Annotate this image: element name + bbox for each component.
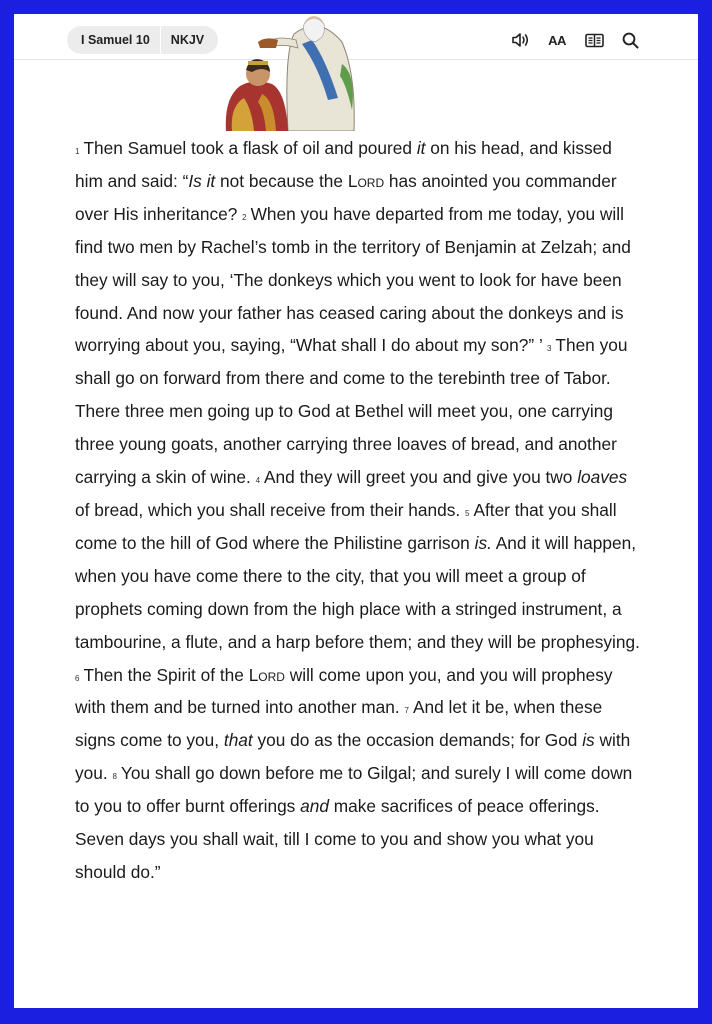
search-icon[interactable] xyxy=(620,31,640,49)
verse-number: 6 xyxy=(75,673,80,683)
book-chapter-button[interactable]: I Samuel 10 xyxy=(67,26,161,54)
small-caps-text: Lord xyxy=(248,664,285,685)
verse-number: 7 xyxy=(404,706,409,716)
verse-number: 3 xyxy=(546,344,552,354)
speaker-icon[interactable] xyxy=(510,31,530,49)
verse-text: you do as the occasion demands; for God xyxy=(252,730,583,751)
verse-number: 5 xyxy=(464,508,470,518)
verse-text: Then the Spirit of the xyxy=(83,664,249,685)
version-button[interactable]: NKJV xyxy=(170,33,205,47)
italic-text: is xyxy=(582,730,595,751)
toolbar xyxy=(510,31,640,49)
italic-text: that xyxy=(223,730,253,751)
verse-text: And they will greet you and give you two xyxy=(264,467,578,488)
verse-text: make sacrifices of peace offerings. Seven days you shall wait, till I come to you and show you what you should do.” xyxy=(75,796,600,882)
italic-text: loaves xyxy=(577,467,628,488)
verse-number: 8 xyxy=(112,772,117,782)
italic-text: Is it xyxy=(188,170,216,191)
verse-text: Then Samuel took a flask of oil and poured xyxy=(83,138,417,158)
italic-text: is. xyxy=(474,532,492,553)
verse-text: After that you shall come to the hill of God where the Philistine garrison xyxy=(75,499,617,553)
verse-text: has anointed you commander over His inheritance? xyxy=(75,170,617,224)
verse-text: will come upon you, and you will prophesy with them and be turned into another man. xyxy=(75,664,613,718)
anointing-illustration xyxy=(222,14,362,131)
font-size-label: AA xyxy=(548,32,566,48)
verse-text: And let it be, when these signs come to you, xyxy=(75,697,603,751)
passage-paragraph xyxy=(75,132,641,889)
small-caps-text: Lord xyxy=(347,170,385,191)
verse-number: 1 xyxy=(75,147,80,156)
verse-text: When you have departed from me today, you will find two men by Rachel’s tomb in the territory of Benjamin at Zelzah; and they will say to you, ‘The donkeys which you went to look for have been found. And now your father has ceased caring about the donkeys and is worrying about you, saying, “What shall I do about my son?” ’ xyxy=(75,203,631,356)
reference-selector xyxy=(67,26,218,54)
verse-number: 4 xyxy=(255,476,261,486)
verse-text: not because the xyxy=(215,170,348,191)
scripture-passage xyxy=(75,132,641,889)
verse-text: on his head, and kissed him and said: “ xyxy=(75,138,612,191)
verse-number: 2 xyxy=(242,212,247,222)
verse-text: And it will happen, when you have come there to the city, that you will meet a group of prophets coming down from the high place with a stringed instrument, a tambourine, a flute, and a harp before them; and they will be prophesying. xyxy=(75,532,640,652)
verse-text: with you. xyxy=(75,730,631,784)
italic-text: and xyxy=(300,796,329,817)
verse-text: of bread, which you shall receive from their hands. xyxy=(75,499,465,520)
book-icon[interactable] xyxy=(584,31,604,49)
italic-text: it xyxy=(416,138,426,158)
verse-text: Then you shall go on forward from there and come to the terebinth tree of Tabor. There three men going up to God at Bethel will meet you, one carrying three young goats, another carrying three loaves of bread, and another carrying a skin of wine. xyxy=(75,335,628,488)
verse-text: You shall go down before me to Gilgal; and surely I will come down to you to offer burnt offerings xyxy=(75,763,633,817)
font-size-icon[interactable] xyxy=(546,31,568,49)
reader-screen xyxy=(14,14,698,1008)
